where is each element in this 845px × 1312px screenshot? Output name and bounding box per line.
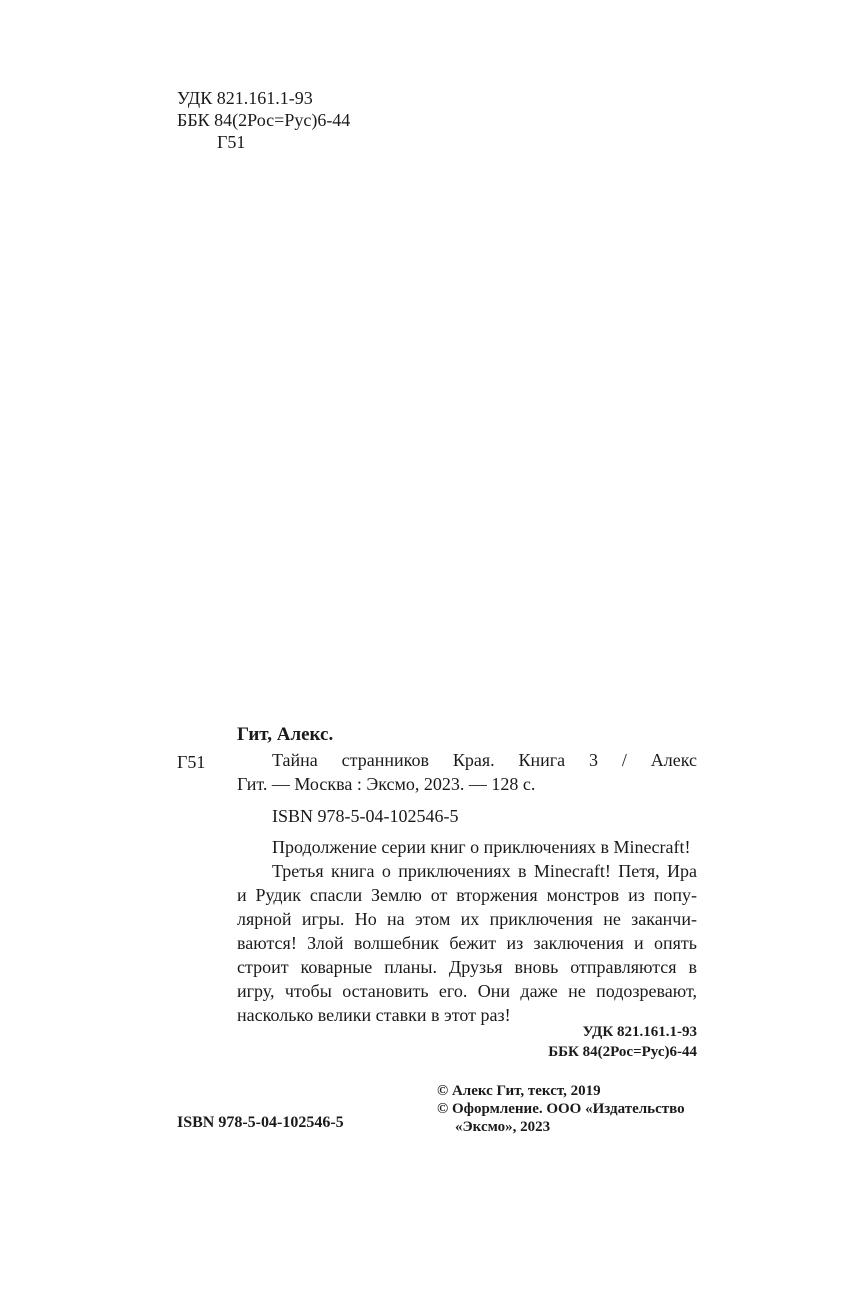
copyright-design: © Оформление. ООО «Издательство [437, 1101, 685, 1117]
classification-bbk: ББК 84(2Рос=Рус)6-44 [548, 1044, 697, 1060]
side-mark: Г51 [177, 752, 206, 772]
copyright-text: © Алекс Гит, текст, 2019 [437, 1083, 601, 1099]
footer-isbn: ISBN 978-5-04-102546-5 [177, 1114, 344, 1131]
author-mark: Г51 [217, 132, 246, 152]
title-line-2: Гит. — Москва : Эксмо, 2023. — 128 с. [237, 774, 536, 794]
title-line-1: Тайна странников Края. Книга 3 / Алекс [272, 750, 697, 770]
copyright-publisher: «Эксмо», 2023 [455, 1119, 551, 1135]
classification-udk: УДК 821.161.1-93 [582, 1024, 697, 1040]
annotation-line-8: насколько велики ставки в этот раз! [237, 1005, 511, 1025]
bbk-code: ББК 84(2Рос=Рус)6-44 [177, 110, 351, 130]
annotation-line-6: строит коварные планы. Друзья вновь отправляются в [237, 957, 697, 977]
author-heading: Гит, Алекс. [237, 724, 334, 745]
entry-isbn: ISBN 978-5-04-102546-5 [272, 806, 459, 826]
annotation-line-7: игру, чтобы остановить его. Они даже не подозревают, [237, 981, 697, 1001]
annotation-line-3: и Рудик спасли Землю от вторжения монстров из попу- [237, 885, 697, 905]
udk-code: УДК 821.161.1-93 [177, 88, 313, 108]
annotation-line-2: Третья книга о приключениях в Minecraft! Петя, Ира [272, 861, 697, 881]
annotation-line-4: лярной игры. Но на этом их приключения не заканчи- [237, 909, 697, 929]
annotation-line-1: Продолжение серии книг о приключениях в Minecraft! [272, 837, 691, 857]
annotation-line-5: ваются! Злой волшебник бежит из заключения и опять [237, 933, 697, 953]
